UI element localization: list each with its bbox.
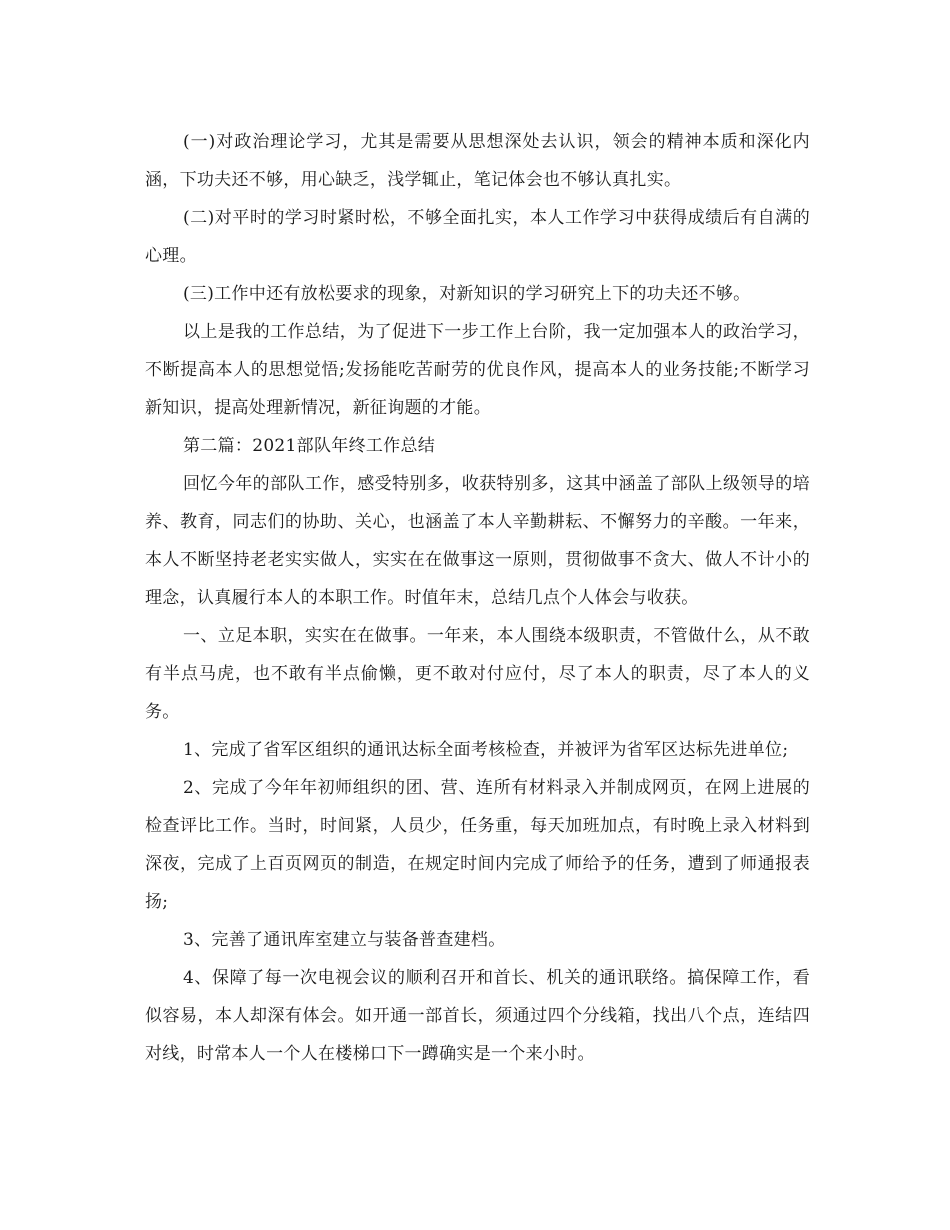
paragraph-5: 回忆今年的部队工作，感受特别多，收获特别多，这其中涵盖了部队上级领导的培养、教育，同志们的协助、关心，也涵盖了本人辛勤耕耘、不懈努力的辛酸。一年来，本人不断坚持老老实实做人，实实在在做事这一原则，贯彻做事不贪大、做人不计小的理念，认真履行本人的本职工作。时值年末，总结几点个人体会与收获。 [145,474,810,608]
list-item-4: 4、保障了每一次电视会议的顺利召开和首长、机关的通讯联络。搞保障工作，看似容易，本人却深有体会。如开通一部首长，须通过四个分线箱，找出八个点，连结四对线，时常本人一个人在楼梯口下一蹲确实是一个来小时。 [145,968,810,1064]
list-item-1: 1、完成了省军区组织的通讯达标全面考核检查，并被评为省军区达标先进单位; [183,740,789,760]
paragraph-1: (一)对政治理论学习，尤其是需要从思想深处去认识，领会的精神本质和深化内涵，下功夫还不够，用心缺乏，浅学辄止，笔记体会也不够认真扎实。 [145,132,810,190]
document-body [145,123,810,1073]
paragraph-3: (三)工作中还有放松要求的现象，对新知识的学习研究上下的功夫还不够。 [183,284,751,304]
paragraph-4: 以上是我的工作总结，为了促进下一步工作上台阶，我一定加强本人的政治学习，不断提高本人的思想觉悟;发扬能吃苦耐劳的优良作风，提高本人的业务技能;不断学习新知识，提高处理新情况，新征询题的才能。 [145,322,810,418]
paragraph-6: 一、立足本职，实实在在做事。一年来，本人围绕本级职责，不管做什么，从不敢有半点马虎，也不敢有半点偷懒，更不敢对付应付，尽了本人的职责，尽了本人的义务。 [145,626,810,722]
list-item-3: 3、完善了通讯库室建立与装备普查建档。 [183,930,506,950]
list-item-2: 2、完成了今年年初师组织的团、营、连所有材料录入并制成网页，在网上进展的检查评比工作。当时，时间紧，人员少，任务重，每天加班加点，有时晚上录入材料到深夜，完成了上百页网页的制造，在规定时间内完成了师给予的任务，遭到了师通报表扬; [145,778,810,912]
section-heading: 第二篇：2021部队年终工作总结 [183,436,436,456]
paragraph-2: (二)对平时的学习时紧时松，不够全面扎实，本人工作学习中获得成绩后有自满的心理。 [145,208,810,266]
